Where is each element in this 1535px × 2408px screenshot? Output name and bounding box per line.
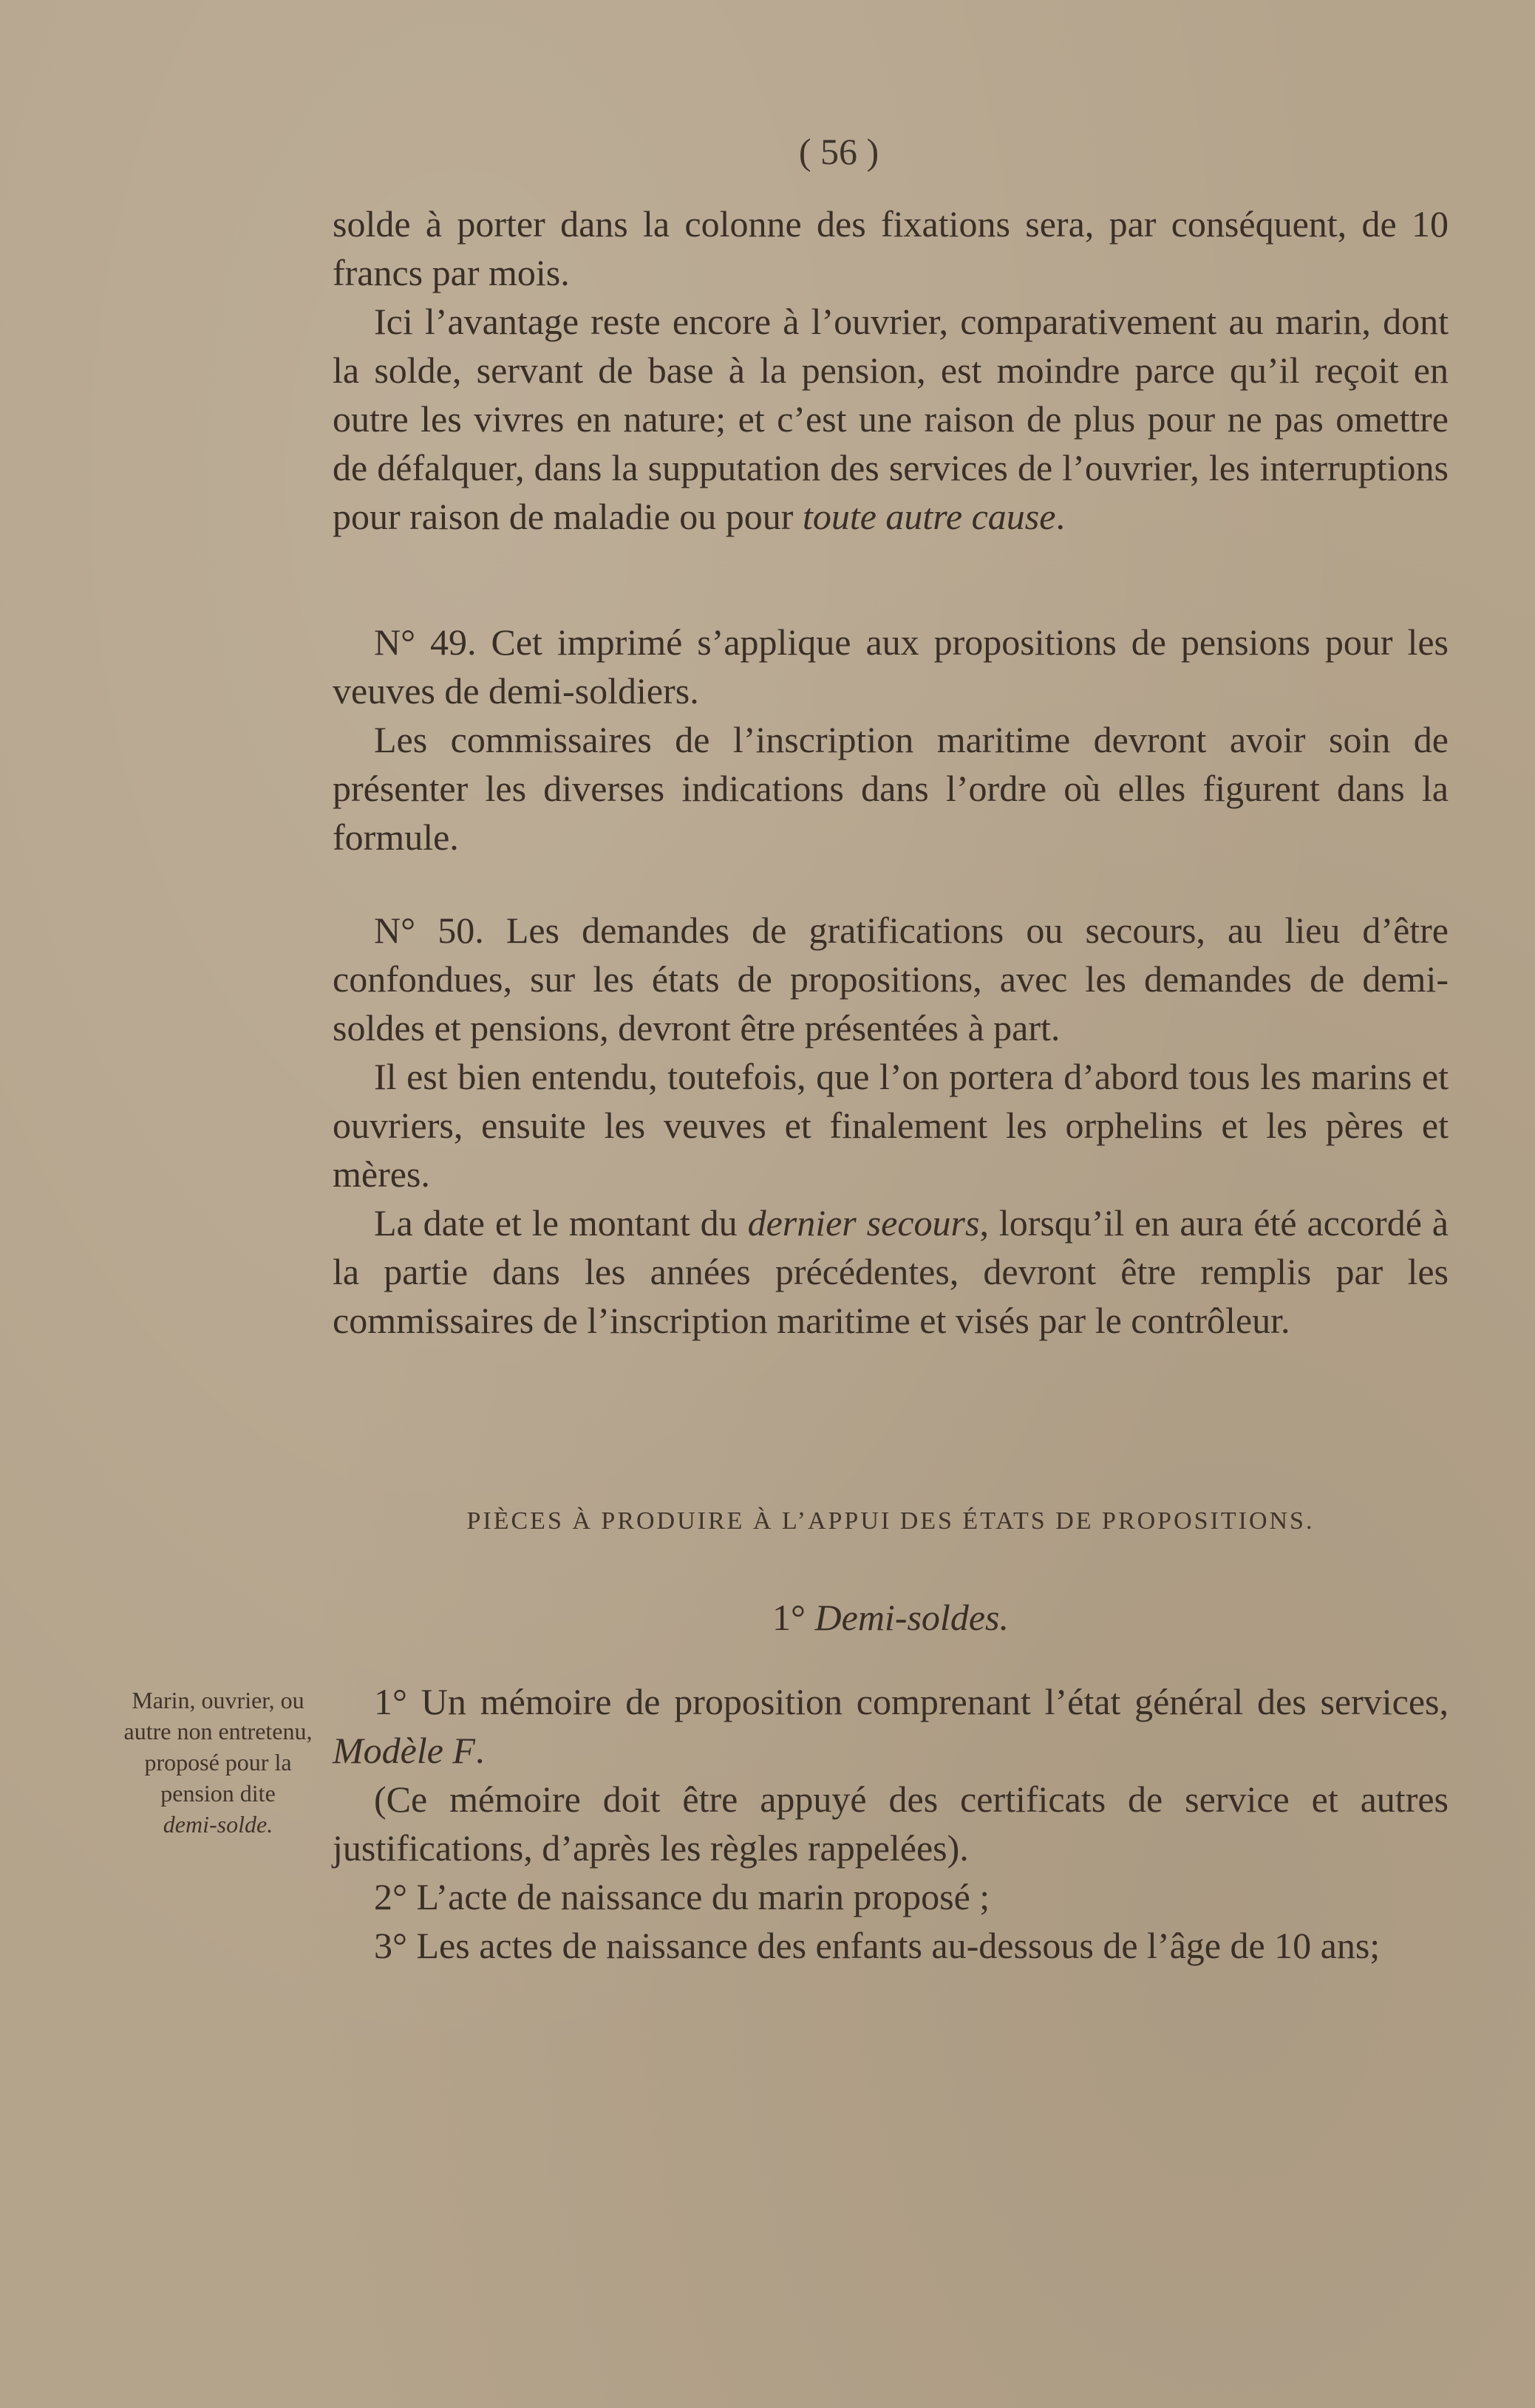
italic-dernier-secours: dernier secours (747, 1202, 980, 1244)
period: . (474, 1730, 485, 1771)
italic-modele-f: Modèle F (333, 1730, 475, 1771)
paragraph-commissaires: Les commissaires de l’inscription maritime devront avoir soin de présenter les diverses indications dans l’ordre où elles figurent dans la formule. (333, 719, 1449, 858)
section-heading: PIÈCES À PRODUIRE À L’APPUI DES ÉTATS DE PROPOSITIONS. (466, 1507, 1315, 1535)
section-no-49 (333, 618, 1449, 862)
paragraph-certificats: (Ce mémoire doit être appuyé des certificats de service et autres justifications, d’après les règles rappelées). (333, 1778, 1449, 1869)
section-fixations (333, 199, 1449, 541)
paragraph-dernier-secours (333, 1198, 1449, 1345)
section-pieces (333, 1677, 1449, 1970)
italic-toute-autre-cause: toute autre cause (802, 496, 1056, 537)
subheading-title: Demi-soldes. (814, 1597, 1009, 1638)
paragraph-acte-naissance: 2° L’acte de naissance du marin proposé ; (374, 1876, 990, 1917)
margin-note-italic: demi-solde. (163, 1811, 273, 1838)
margin-note-text: Marin, ouvrier, ou autre non entretenu, proposé pour la pension dite (123, 1687, 313, 1807)
paragraph-bien-entendu: Il est bien entendu, toutefois, que l’on portera d’abord tous les marins et ouvriers, ensuite les veuves et finalement les orphelins et les pères et mères. (333, 1056, 1449, 1195)
page-number: ( 56 ) (798, 131, 879, 172)
paragraph-avantage (333, 297, 1449, 541)
paragraph-memoire-text: 1° Un mémoire de proposition comprenant l’état général des services, (374, 1681, 1449, 1722)
subheading-demi-soldes (333, 1596, 1449, 1639)
section-no-50 (333, 906, 1449, 1345)
period: . (1055, 496, 1065, 537)
paragraph-solde: solde à porter dans la colonne des fixations sera, par conséquent, de 10 francs par mois. (333, 203, 1449, 293)
paragraph-avantage-text: Ici l’avantage reste encore à l’ouvrier, comparativement au marin, dont la solde, servant de base à la pension, est moindre parce qu’il reçoit en outre les vivres en nature; et c’est une raison de plus pour ne pas omettre de défalquer, dans la supputation des services de l’ouvrier, les interruptions pour raison de maladie ou pour (333, 301, 1449, 537)
paragraph-memoire (333, 1677, 1449, 1775)
subheading-number: 1° (772, 1597, 806, 1638)
margin-note (111, 1685, 325, 1840)
paragraph-actes-enfants: 3° Les actes de naissance des enfants au-dessous de l’âge de 10 ans; (374, 1925, 1381, 1966)
paragraph-no-50: N° 50. Les demandes de gratifications ou secours, au lieu d’être confondues, sur les états de propositions, avec les demandes de demi-soldes et pensions, devront être présentées à part. (333, 910, 1449, 1048)
paragraph-no-49: N° 49. Cet imprimé s’applique aux propositions de pensions pour les veuves de demi-soldiers. (333, 621, 1449, 712)
paragraph-date-text: La date et le montant du (374, 1202, 748, 1244)
paragraph-date-rest: , lorsqu’il en aura été accordé à la partie dans les années précédentes, devront être remplis par les commissaires de l’inscription maritime et visés par le contrôleur. (333, 1202, 1449, 1341)
